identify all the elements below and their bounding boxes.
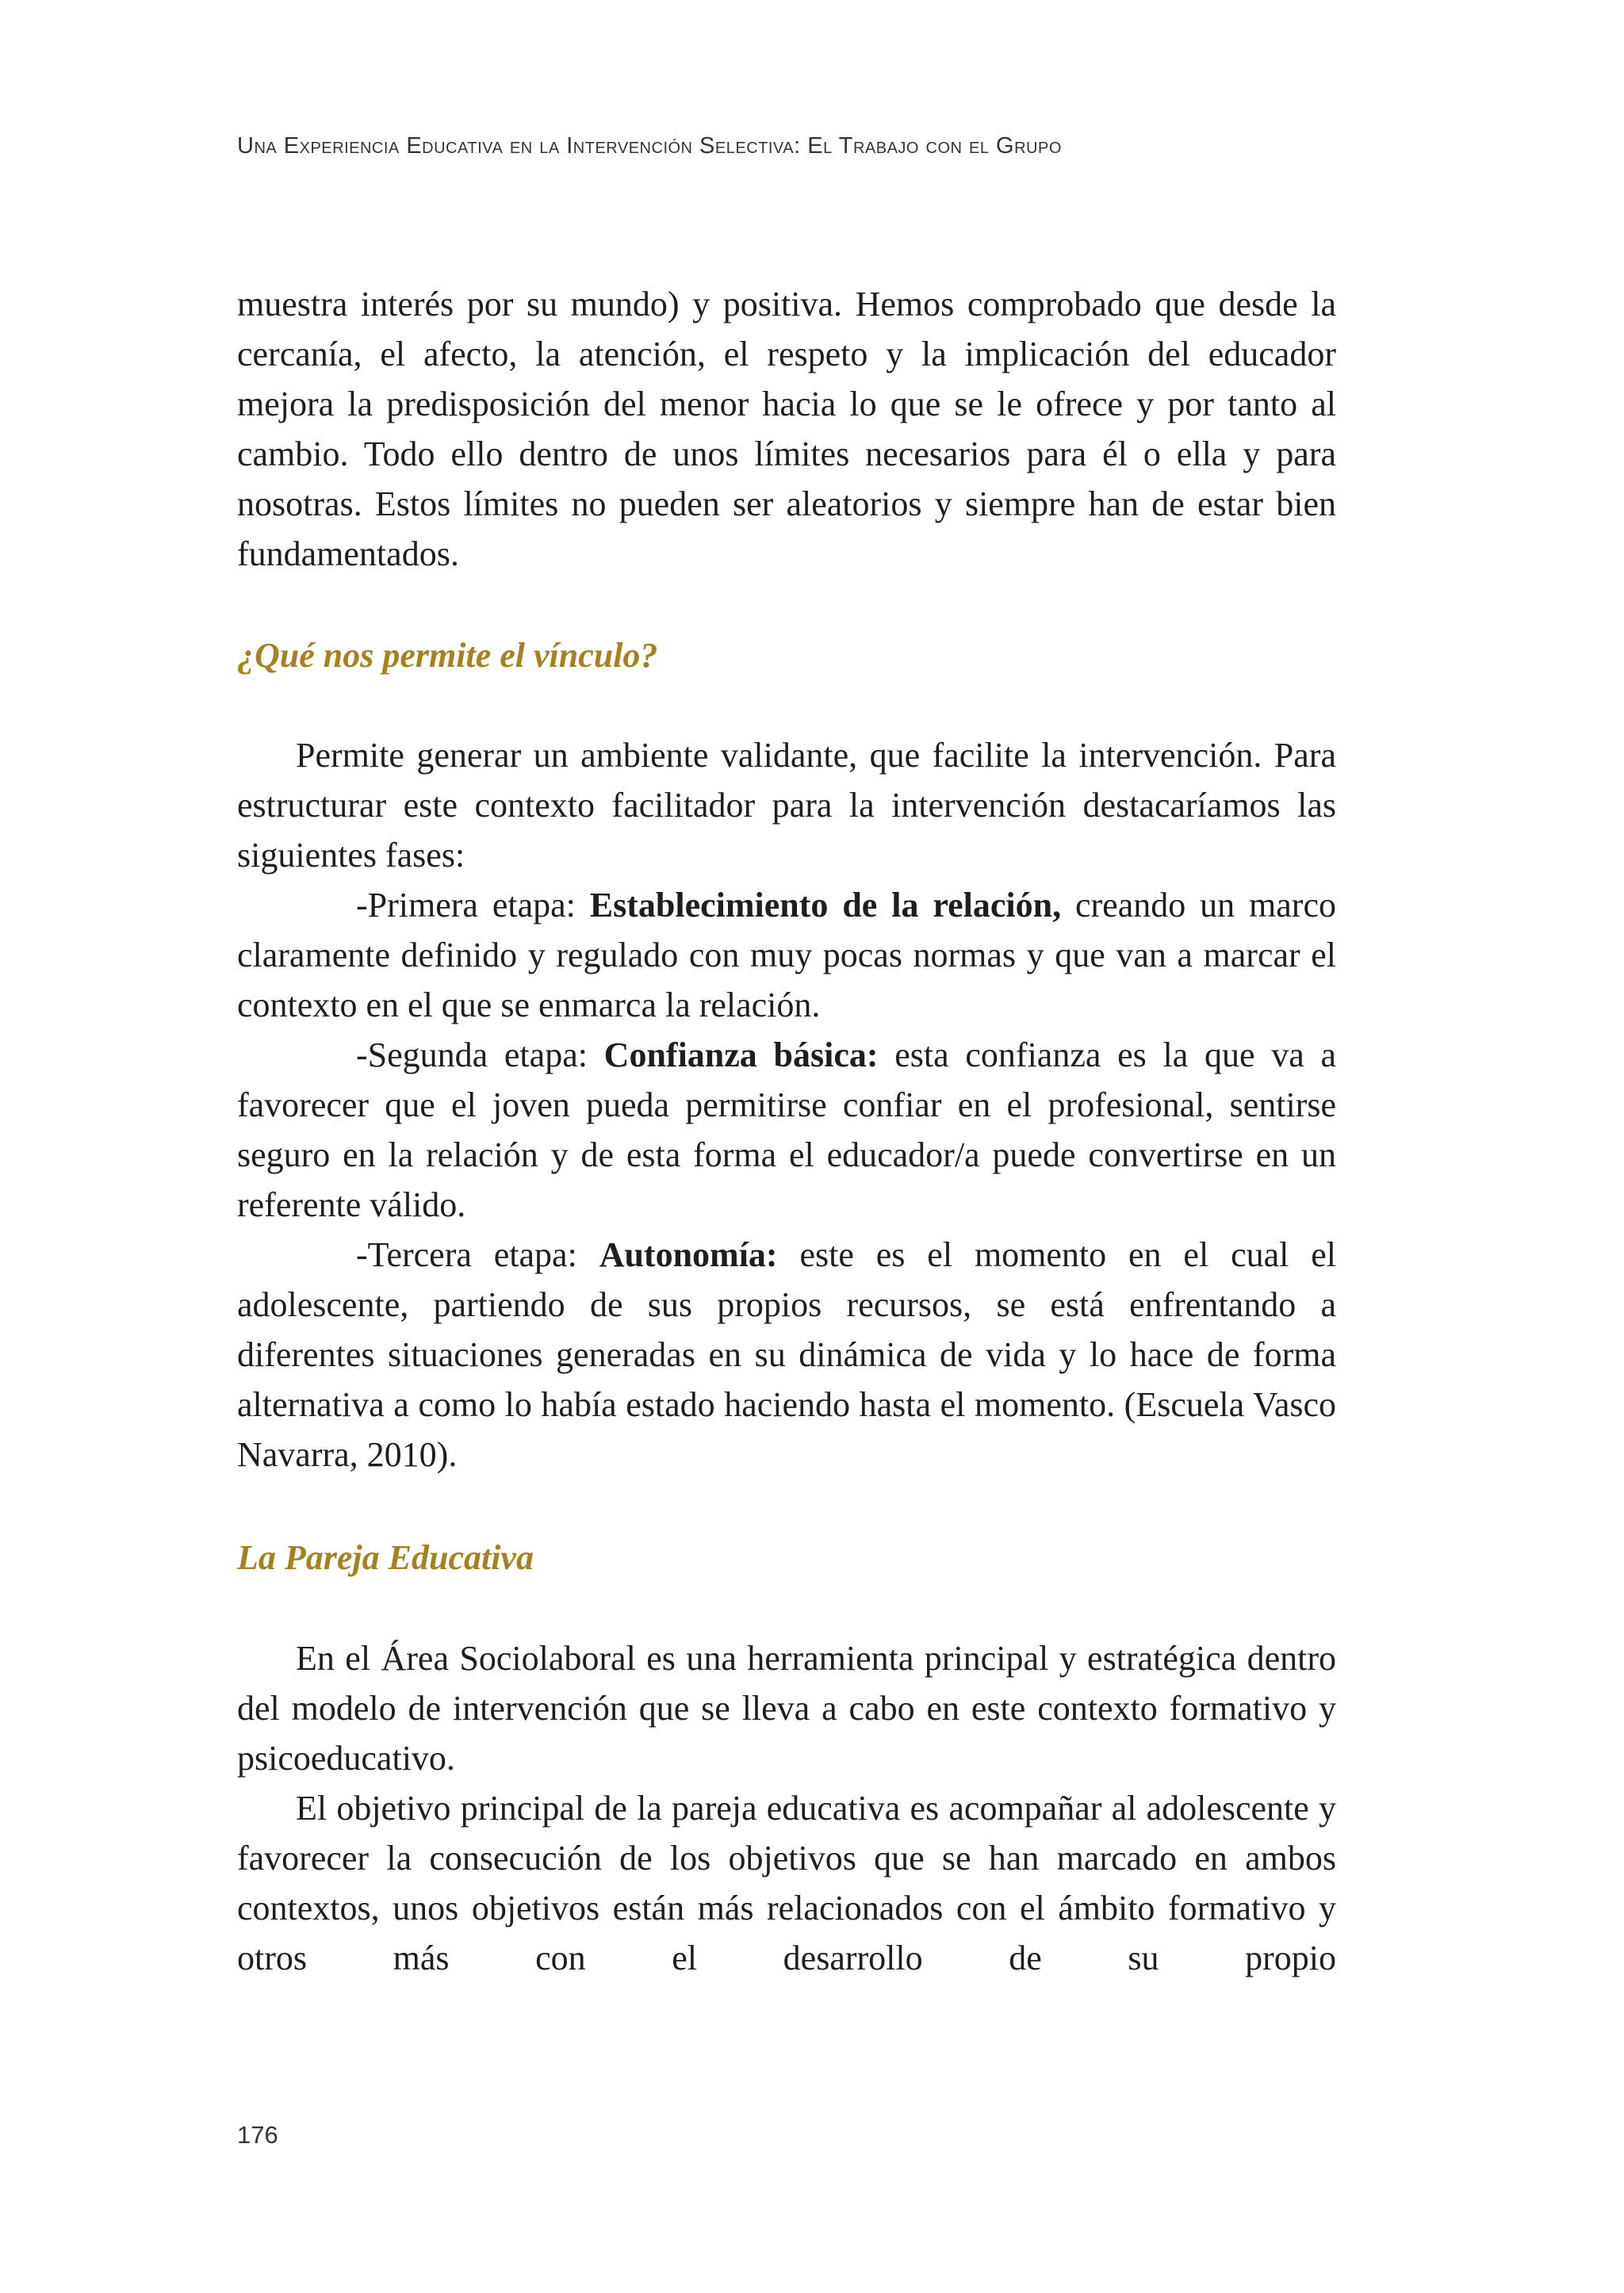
stage-prefix: -Primera etapa:	[356, 886, 590, 924]
intro-block	[237, 279, 1336, 579]
page-number: 176	[237, 2121, 278, 2149]
stage-text: este es el momento en el cual el adolescente, partiendo de sus propios recursos, se está enfrentando a diferentes situaciones generadas en su dinámica de vida y lo hace de forma alternativa a como lo había estado haciendo hasta el momento. (Escuela Vasco Navarra, 2010).	[237, 1235, 1336, 1474]
pareja-paragraph: El objetivo principal de la pareja educativa es acompañar al adolescente y favorecer la consecución de los objetivos que se han marcado en ambos contextos, unos objetivos están más relacionados con el ámbito formativo y otros más con el desarrollo de su propio	[237, 1789, 1336, 1977]
vinculo-intro-paragraph: Permite generar un ambiente validante, que facilite la intervención. Para estructurar este contexto facilitador para la intervención destacaríamos las siguientes fases:	[237, 736, 1336, 875]
section-heading-pareja: La Pareja Educativa	[237, 1538, 534, 1577]
pareja-paragraph: En el Área Sociolaboral es una herramienta principal y estratégica dentro del modelo de intervención que se lleva a cabo en este contexto formativo y psicoeducativo.	[237, 1639, 1336, 1778]
running-header: Una Experiencia Educativa en la Intervención Selectiva: El Trabajo con el Grupo	[237, 133, 1062, 159]
stage-term: Establecimiento de la relación,	[589, 886, 1062, 924]
stage-text: esta confianza es la que va a favorecer que el joven pueda permitirse confiar en el profesional, sentirse seguro en la relación y de esta forma el educador/a puede convertirse en un referente válido.	[237, 1035, 1337, 1224]
stage-prefix: -Tercera etapa:	[356, 1235, 599, 1274]
stage-item	[237, 880, 1336, 1030]
intro-paragraph: muestra interés por su mundo) y positiva. Hemos comprobado que desde la cercanía, el afecto, la atención, el respeto y la implicación del educador mejora la predisposición del menor hacia lo que se le ofrece y por tanto al cambio. Todo ello dentro de unos límites necesarios para él o ella y para nosotras. Estos límites no pueden ser aleatorios y siempre han de estar bien fundamentados.	[237, 285, 1336, 573]
stage-item	[237, 1230, 1336, 1480]
stage-item	[237, 1030, 1336, 1230]
stage-text: creando un marco claramente definido y regulado con muy pocas normas y que van a marcar el contexto en el que se enmarca la relación.	[237, 886, 1336, 1024]
section-heading-vinculo: ¿Qué nos permite el vínculo?	[237, 636, 658, 675]
vinculo-block	[237, 730, 1336, 1480]
pareja-block	[237, 1633, 1336, 1983]
stage-term: Autonomía:	[599, 1235, 778, 1274]
stage-prefix: -Segunda etapa:	[356, 1035, 604, 1074]
stage-term: Confianza básica:	[603, 1035, 879, 1074]
